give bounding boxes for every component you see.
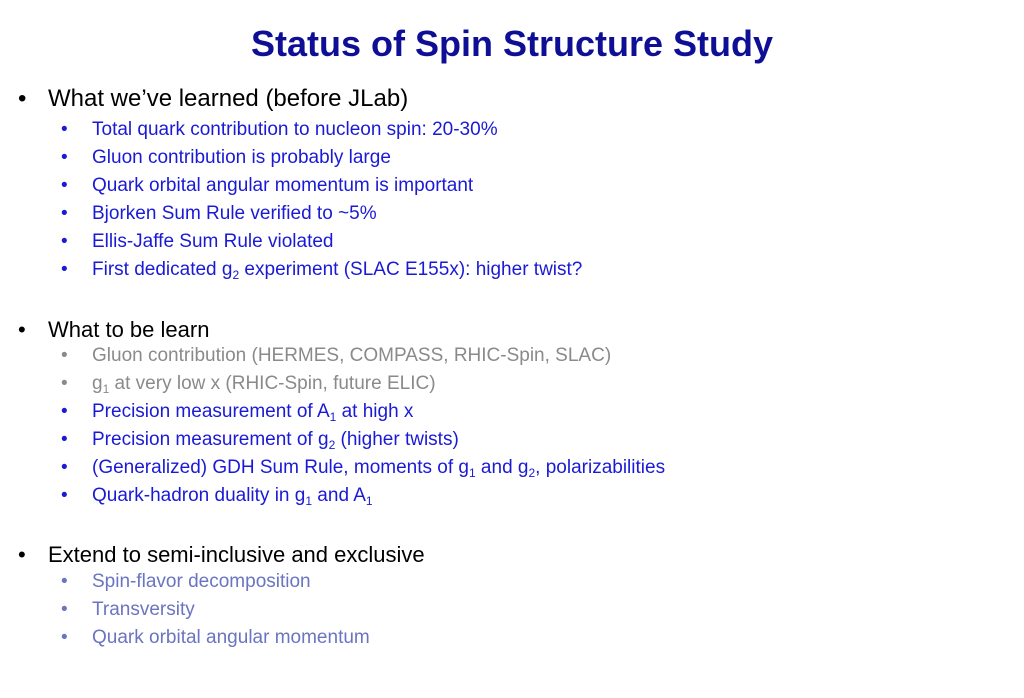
list-item-text: Quark orbital angular momentum is important xyxy=(92,175,474,196)
list-item xyxy=(61,230,334,254)
list-item-text-mid: and g xyxy=(475,457,529,478)
section-heading-text: What we’ve learned (before JLab) xyxy=(48,85,409,112)
list-item xyxy=(61,598,195,622)
list-item xyxy=(61,146,391,170)
bullet: • xyxy=(61,259,68,280)
subscript: 1 xyxy=(305,494,313,508)
bullet: • xyxy=(61,571,68,592)
bullet: • xyxy=(61,373,68,394)
bullet: • xyxy=(61,599,68,620)
list-item-text: Gluon contribution is probably large xyxy=(92,147,391,168)
subscript: 1 xyxy=(102,382,110,396)
bullet: • xyxy=(61,485,68,506)
bullet: • xyxy=(61,627,68,648)
bullet: • xyxy=(18,85,27,112)
bullet: • xyxy=(61,457,68,478)
bullet: • xyxy=(18,317,26,342)
list-item-text-post: at very low x (RHIC-Spin, future ELIC) xyxy=(109,373,436,394)
bullet: • xyxy=(61,175,68,196)
list-item xyxy=(61,626,370,650)
section-heading-extend xyxy=(18,540,425,570)
list-item-text-post: (higher twists) xyxy=(335,429,459,450)
list-item-text: Total quark contribution to nucleon spin: 20-30% xyxy=(92,119,498,140)
list-item xyxy=(61,400,414,424)
section-heading-text: Extend to semi-inclusive and exclusive xyxy=(48,542,425,567)
list-item xyxy=(61,570,311,594)
bullet: • xyxy=(18,542,26,567)
list-item-text: Spin-flavor decomposition xyxy=(92,571,311,592)
list-item-text-post: , polarizabilities xyxy=(535,457,666,478)
bullet: • xyxy=(61,147,68,168)
bullet: • xyxy=(61,231,68,252)
bullet: • xyxy=(61,203,68,224)
list-item xyxy=(61,344,612,368)
subscript: 1 xyxy=(329,410,337,424)
subscript: 2 xyxy=(328,438,336,452)
subscript: 2 xyxy=(232,268,240,282)
list-item-text-pre: Precision measurement of A xyxy=(92,401,330,422)
list-item-text-post: experiment (SLAC E155x): higher twist? xyxy=(239,259,583,280)
bullet: • xyxy=(61,345,68,366)
list-item-text-pre: First dedicated g xyxy=(92,259,233,280)
bullet: • xyxy=(61,429,68,450)
subscript: 1 xyxy=(365,494,373,508)
list-item xyxy=(61,174,474,198)
section-heading-learned xyxy=(18,84,409,114)
list-item-text-pre: g xyxy=(92,373,103,394)
list-item xyxy=(61,484,373,508)
list-item xyxy=(61,202,377,226)
list-item-text: Ellis-Jaffe Sum Rule violated xyxy=(92,231,334,252)
bullet: • xyxy=(61,401,68,422)
list-item-text-pre: Precision measurement of g xyxy=(92,429,329,450)
section-heading-text: What to be learn xyxy=(48,317,210,342)
list-item xyxy=(61,372,436,396)
list-item-text: Transversity xyxy=(92,599,195,620)
list-item-text: Gluon contribution (HERMES, COMPASS, RHIC-Spin, SLAC) xyxy=(92,345,612,366)
list-item-text-pre: (Generalized) GDH Sum Rule, moments of g xyxy=(92,457,469,478)
section-heading-to-learn xyxy=(18,315,210,345)
subscript: 2 xyxy=(528,466,536,480)
list-item-text-mid: and A xyxy=(312,485,366,506)
list-item-text: Quark orbital angular momentum xyxy=(92,627,370,648)
list-item-text-pre: Quark-hadron duality in g xyxy=(92,485,306,506)
subscript: 1 xyxy=(468,466,476,480)
list-item-text-post: at high x xyxy=(336,401,414,422)
slide-title: Status of Spin Structure Study xyxy=(250,23,774,64)
list-item xyxy=(61,428,459,452)
list-item xyxy=(61,456,666,480)
list-item xyxy=(61,258,583,282)
list-item-text: Bjorken Sum Rule verified to ~5% xyxy=(92,203,377,224)
bullet: • xyxy=(61,119,68,140)
list-item xyxy=(61,118,498,142)
